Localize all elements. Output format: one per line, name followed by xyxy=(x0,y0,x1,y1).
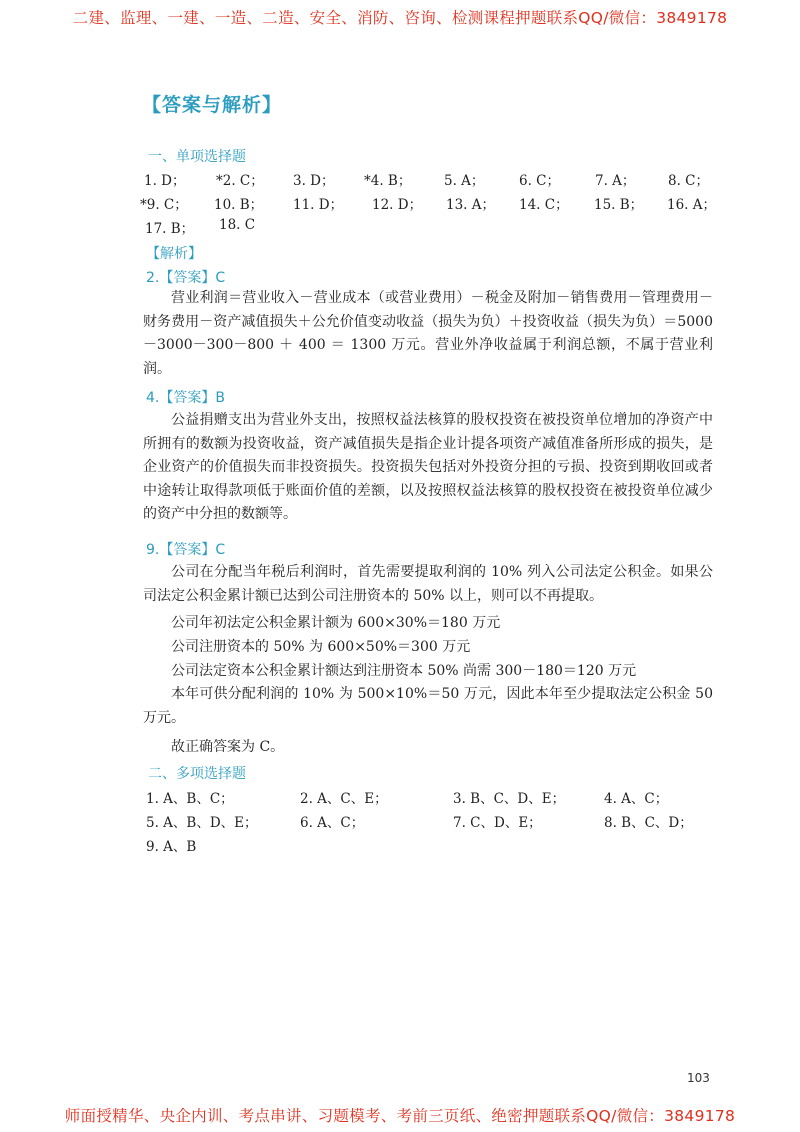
answer-item: 13. A； xyxy=(446,197,496,213)
answer-item: 3. D； xyxy=(293,173,335,189)
top-banner: 二建、监理、一建、一造、二造、安全、消防、咨询、检测课程押题联系QQ/微信：3849178 xyxy=(72,9,728,27)
answer-item: 6. C； xyxy=(519,173,561,189)
answer-item: 9. A、B xyxy=(146,839,197,855)
q2-answer-label: 2.【答案】C xyxy=(146,270,226,286)
answer-item: 7. C、D、E； xyxy=(453,815,542,831)
answer-item: 18. C xyxy=(219,217,256,233)
q9-step-3: 公司法定资本公积金累计额达到注册资本 50% 尚需 300－180＝120 万元 xyxy=(171,663,637,679)
answer-item: 8. C； xyxy=(668,173,710,189)
answer-item: 15. B； xyxy=(594,197,644,213)
answer-item: 10. B； xyxy=(214,197,264,213)
answer-item: 16. A； xyxy=(667,197,717,213)
answer-item: *9. C； xyxy=(140,197,188,213)
answer-item: 1. D； xyxy=(144,173,186,189)
multi-choice-heading: 二、多项选择题 xyxy=(148,766,246,782)
answer-item: 7. A； xyxy=(595,173,636,189)
answer-item: 17. B； xyxy=(145,221,195,237)
answer-item: *4. B； xyxy=(364,173,412,189)
q9-explanation: 公司在分配当年税后利润时，首先需要提取利润的 10% 列入公司法定公积金。如果公司法定公积金累计额已达到公司注册资本的 50% 以上，则可以不再提取。 xyxy=(143,564,713,604)
q9-conclusion: 故正确答案为 C。 xyxy=(171,739,285,755)
answer-item: 11. D； xyxy=(293,197,344,213)
q4-answer-label: 4.【答案】B xyxy=(146,390,225,406)
answer-item: *2. C； xyxy=(216,173,264,189)
bottom-banner: 师面授精华、央企内训、考点串讲、习题模考、考前三页纸、绝密押题联系QQ/微信：3849178 xyxy=(64,1107,736,1125)
answer-item: 4. A、C； xyxy=(604,791,669,807)
answer-item: 2. A、C、E； xyxy=(300,791,388,807)
page-title: 【答案与解析】 xyxy=(142,94,283,116)
answer-item: 12. D； xyxy=(372,197,423,213)
q2-explanation: 营业利润＝营业收入－营业成本（或营业费用）－税金及附加－销售费用－管理费用－财务费用－资产减值损失＋公允价值变动收益（损失为负）＋投资收益（损失为负）＝5000－3000－300－800 ＋ 400 ＝ 1300 万元。营业外净收益属于利润总额，不属于营业利润。 xyxy=(143,290,713,377)
answer-item: 1. A、B、C； xyxy=(146,791,234,807)
q9-step-2: 公司注册资本的 50% 为 600×50%＝300 万元 xyxy=(171,639,471,655)
answer-item: 3. B、C、D、E； xyxy=(453,791,566,807)
answer-item: 14. C； xyxy=(519,197,569,213)
analysis-heading: 【解析】 xyxy=(146,246,202,262)
q9-step-1: 公司年初法定公积金累计额为 600×30%＝180 万元 xyxy=(171,615,501,631)
q4-explanation: 公益捐赠支出为营业外支出，按照权益法核算的股权投资在被投资单位增加的净资产中所拥有的数额为投资收益，资产减值损失是指企业计提各项资产减值准备所形成的损失，是企业资产的价值损失而非投资损失。投资损失包括对外投资分担的亏损、投资到期收回或者中途转让取得款项低于账面价值的差额，以及按照权益法核算的股权投资在被投资单位减少的资产中分担的数额等。 xyxy=(143,412,713,523)
answer-item: 8. B、C、D； xyxy=(604,815,693,831)
page-number: 103 xyxy=(687,1071,710,1085)
answer-item: 6. A、C； xyxy=(300,815,365,831)
answer-item: 5. A、B、D、E； xyxy=(146,815,258,831)
q9-step-4: 本年可供分配利润的 10% 为 500×10%＝50 万元，因此本年至少提取法定公积金 50 万元。 xyxy=(143,686,713,726)
q9-answer-label: 9.【答案】C xyxy=(146,542,226,558)
answer-item: 5. A； xyxy=(444,173,485,189)
single-choice-heading: 一、单项选择题 xyxy=(148,149,246,165)
